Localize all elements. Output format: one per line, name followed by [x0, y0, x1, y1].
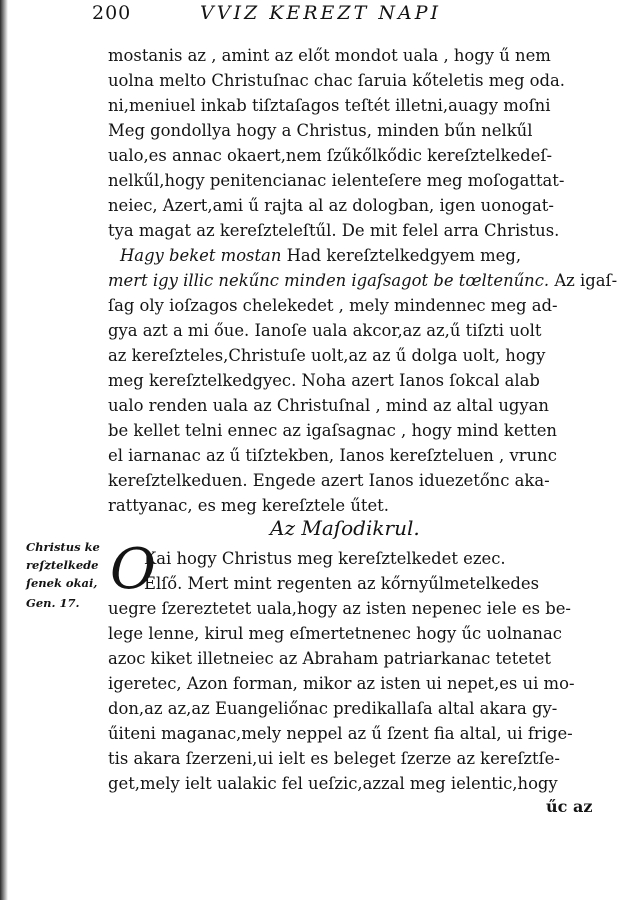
text-line: tis akara ſzerzeni,ui ielt es beleget ſzerze az kereſztſe- — [108, 749, 560, 768]
text-line: azoc kiket illetneiec az Abraham patriarkanac tetetet — [108, 649, 551, 668]
text-line: uolna melto Christuſnac chac ſaruia kőteletis meg oda. — [108, 71, 565, 90]
drop-cap: O — [110, 537, 156, 602]
text-line: ſag oly ioſzagos chelekedet , mely mindennec meg ad- — [108, 296, 558, 315]
text-line: gya azt a mi őue. Ianoſe uala akcor,az az,ű tiſzti uolt — [108, 321, 542, 340]
text-line: Meg gondollya hogy a Christus, minden bűn nelkűl — [108, 121, 533, 140]
italic-quote: mert igy illic nekűnc minden igaſsagot be tœltenűnc. — [108, 271, 550, 290]
text-line: ni,meniuel inkab tiſztaſagos teſtét illetni,auagy moſni — [108, 96, 551, 115]
text-line: igeretec, Azon forman, mikor az isten ui nepet,es ui mo- — [108, 674, 575, 693]
text-line-quote — [120, 243, 582, 268]
marginal-note-line: reſztelkede — [26, 558, 99, 572]
page-number: 200 — [92, 2, 132, 24]
text-line: mostanis az , amint az előt mondot uala , hogy ű nem — [108, 46, 551, 65]
text-line: Elſő. Mert mint regenten az kőrnyűlmetelkedes — [144, 574, 540, 593]
quote-continuation: Had kereſztelkedgyem meg, — [286, 246, 522, 265]
text-line: el iarnanac az ű tiſztekben, Ianos kereſzteluen , vrunc — [108, 446, 557, 465]
running-title: VVIZ KEREZT NAPI — [200, 2, 441, 24]
text-line: neiec, Azert,ami ű rajta al az dologban, igen uonogat- — [108, 196, 554, 215]
text-line: ualo,es annac okaert,nem ſzűkőlkődic kereſztelkedeſ- — [108, 146, 552, 165]
text-line: uegre ſzereztetet uala,hogy az isten nepenec iele es be- — [108, 599, 571, 618]
marginal-note-line: Gen. 17. — [26, 596, 80, 610]
text-line: be kellet telni ennec az igaſsagnac , hogy mind ketten — [108, 421, 557, 440]
catchword: űc az — [546, 797, 593, 816]
text-line: Kai hogy Christus meg kereſztelkedet ezec. — [144, 549, 506, 568]
quote-continuation: Az igaſ- — [554, 271, 617, 290]
text-line: tya magat az kereſzteleſtűl. De mit felel arra Christus. — [108, 221, 560, 240]
page-header — [92, 0, 592, 26]
text-line: rattyanac, es meg kereſztele űtet. — [108, 496, 389, 515]
marginal-note-line: ſenek okai, — [26, 576, 98, 590]
text-line: űiteni maganac,mely neppel az ű ſzent fia altal, ui frige- — [108, 724, 573, 743]
section-heading: Az Maſodikrul. — [270, 516, 420, 540]
text-line: don,az az,az Euangeliőnac predikallaſa altal akara gy- — [108, 699, 558, 718]
marginal-note-line: Christus ke — [26, 540, 100, 554]
text-line: az kereſzteles,Christuſe uolt,az az ű dolga uolt, hogy — [108, 346, 546, 365]
text-line: lege lenne, kirul meg eſmertetnenec hogy űc uolnanac — [108, 624, 562, 643]
page-gutter-shadow — [0, 0, 8, 900]
text-line: get,mely ielt ualakic fel ueſzic,azzal meg ielentic,hogy — [108, 774, 558, 793]
text-line: nelkűl,hogy penitencianac ielenteſere meg moſogattat- — [108, 171, 565, 190]
text-line: kereſztelkeduen. Engede azert Ianos iduezetőnc aka- — [108, 471, 550, 490]
italic-quote: Hagy beket mostan — [120, 246, 282, 265]
text-line: ualo renden uala az Christuſnal , mind az altal ugyan — [108, 396, 549, 415]
text-line: meg kereſztelkedgyec. Noha azert Ianos ſokcal alab — [108, 371, 540, 390]
text-line-quote — [108, 268, 617, 293]
